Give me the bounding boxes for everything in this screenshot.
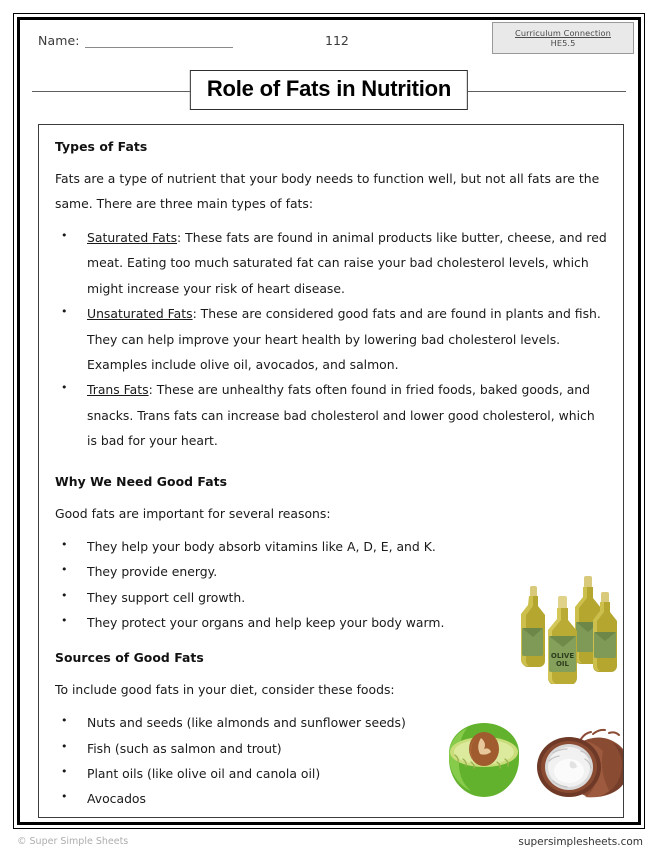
bottle-label-line2: OIL	[555, 660, 570, 668]
page-number: 112	[325, 33, 349, 48]
name-field[interactable]	[38, 33, 233, 48]
coconut-icon	[535, 721, 624, 801]
footer-website[interactable]: supersimplesheets.com	[518, 836, 643, 848]
name-blank-line[interactable]	[85, 35, 233, 48]
fat-description: : These are considered good fats and are found in plants and fish. They can help improve your heart health by lowering bad cholesterol levels. Examples include olive oil, avocados, and salmon.	[87, 306, 601, 372]
fat-description: : These fats are found in animal products like butter, cheese, and red meat. Eating too much saturated fat can raise your bad cholesterol levels, which might increase your risk of heart disease.	[87, 229, 607, 296]
avocado-icon	[441, 721, 527, 801]
section-intro: Good fats are important for several reasons:	[55, 505, 331, 521]
fat-term: Trans Fats	[87, 382, 149, 398]
list-item	[55, 225, 607, 301]
olive-oil-bottles-image	[521, 566, 624, 684]
curriculum-connection-badge	[492, 22, 634, 54]
footer-copyright: © Super Simple Sheets	[17, 836, 129, 847]
page-footer	[0, 836, 658, 852]
avocado-image	[441, 721, 527, 801]
section-heading: Why We Need Good Fats	[55, 473, 228, 489]
page-border-inner	[17, 17, 641, 825]
section-spacer	[55, 454, 607, 474]
page-title-box	[190, 70, 468, 110]
name-label: Name:	[38, 33, 80, 48]
bottle-label-line1: OLIVE	[550, 652, 575, 660]
list-item: • They help your body absorb vitamins like A, D, E, and K.	[55, 534, 607, 559]
list-item	[55, 377, 607, 453]
list-item: • They provide energy.	[55, 559, 607, 584]
worksheet-header	[20, 20, 638, 62]
list-item	[55, 301, 607, 377]
page-border-outer	[13, 13, 645, 829]
list-item: • Avocados	[55, 786, 607, 811]
list-item: • Plant oils (like olive oil and canola oil)	[55, 761, 607, 786]
section-intro: To include good fats in your diet, consider these foods:	[55, 681, 395, 697]
section-heading: Types of Fats	[55, 139, 148, 154]
coconut-image	[535, 721, 624, 801]
curriculum-connection-title: Curriculum Connection	[515, 27, 611, 38]
list-item: • Nuts and seeds (like almonds and sunflower seeds)	[55, 710, 607, 735]
list-item: • They support cell growth.	[55, 585, 607, 610]
page-title: Role of Fats in Nutrition	[206, 76, 452, 101]
section-types-of-fats	[55, 139, 607, 454]
title-area	[20, 70, 638, 114]
worksheet-content	[38, 124, 624, 818]
list-item: • Fish (such as salmon and trout)	[55, 736, 607, 761]
curriculum-connection-code: HE5.5	[550, 38, 576, 48]
fat-description: : These are unhealthy fats often found in fried foods, baked goods, and snacks. Trans fats can increase bad cholesterol and lower good cholesterol, which is bad for your heart.	[87, 382, 595, 449]
olive-oil-bottles-icon	[521, 566, 624, 684]
section-intro: Fats are a type of nutrient that your body needs to function well, but not all fats are the same. There are three main types of fats:	[55, 171, 600, 212]
fat-term: Saturated Fats	[87, 229, 178, 245]
fat-term: Unsaturated Fats	[87, 306, 193, 322]
section-heading: Sources of Good Fats	[55, 649, 204, 665]
list-item: • They protect your organs and help keep your body warm.	[55, 610, 607, 635]
types-of-fats-list	[55, 225, 607, 454]
